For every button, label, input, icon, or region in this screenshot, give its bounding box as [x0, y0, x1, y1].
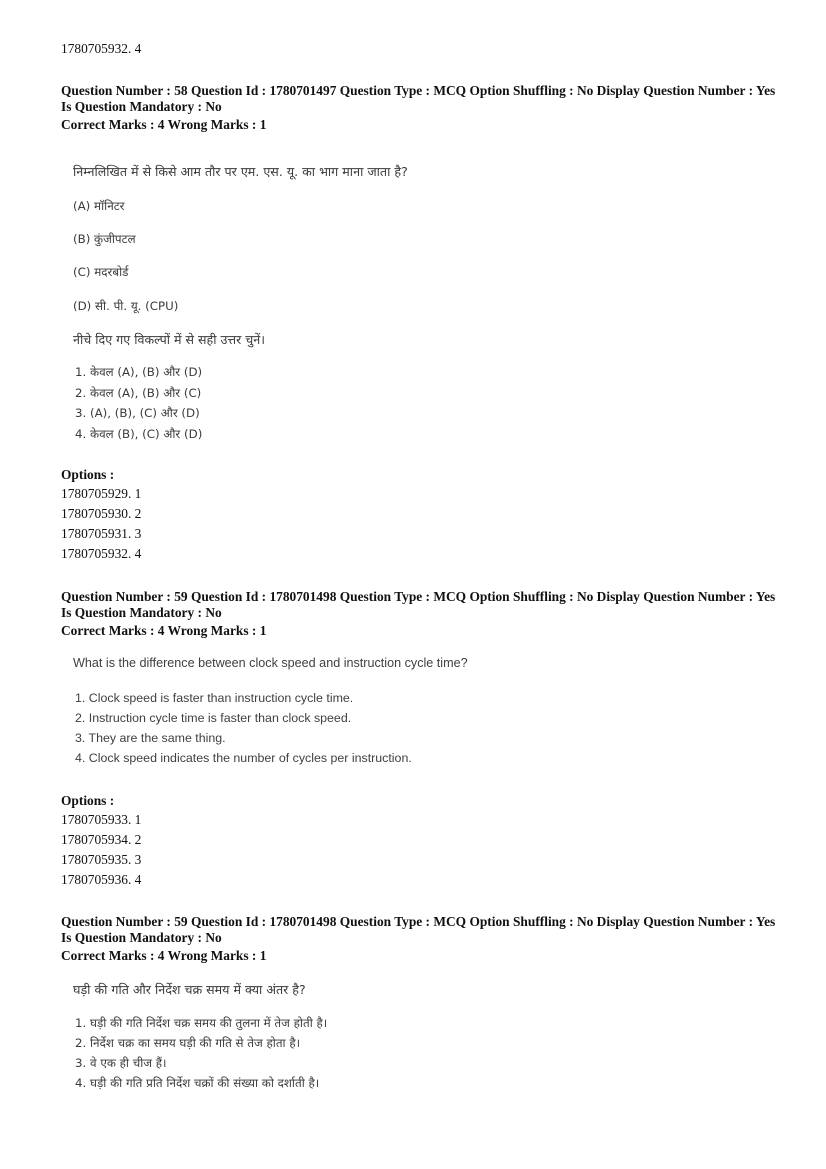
- question-header: Question Number : 59 Question Id : 1780701498 Question Type : MCQ Option Shuffling : No Display Question Number : Yes: [61, 914, 776, 929]
- answer-choice: 4. केवल (B), (C) और (D): [75, 427, 203, 441]
- option-id: 1780705936. 4: [61, 872, 142, 887]
- options-label: Options :: [61, 467, 115, 482]
- answer-choice: 2. Instruction cycle time is faster than clock speed.: [75, 711, 352, 725]
- answer-choice: 4. घड़ी की गति प्रति निर्देश चक्रों की संख्या को दर्शाती है।: [75, 1076, 320, 1090]
- option-id: 1780705930. 2: [61, 506, 142, 521]
- answer-choice: 2. केवल (A), (B) और (C): [75, 386, 202, 400]
- statement-item: (D) सी. पी. यू. (CPU): [73, 299, 179, 313]
- mandatory-line: Is Question Mandatory : No: [61, 605, 222, 620]
- options-label: Options :: [61, 793, 115, 808]
- question-header: Question Number : 59 Question Id : 1780701498 Question Type : MCQ Option Shuffling : No Display Question Number : Yes: [61, 589, 776, 604]
- question-text: घड़ी की गति और निर्देश चक्र समय में क्या अंतर है?: [73, 982, 306, 997]
- answer-choice: 2. निर्देश चक्र का समय घड़ी की गति से तेज होता है।: [75, 1036, 301, 1050]
- statement-item: (B) कुंजीपटल: [73, 232, 136, 246]
- option-id: 1780705933. 1: [61, 812, 142, 827]
- marks-line: Correct Marks : 4 Wrong Marks : 1: [61, 623, 267, 638]
- mandatory-line: Is Question Mandatory : No: [61, 99, 222, 114]
- option-id: 1780705931. 3: [61, 526, 142, 541]
- option-id: 1780705929. 1: [61, 486, 142, 501]
- answer-choice: 3. They are the same thing.: [75, 731, 226, 745]
- answer-choice: 1. Clock speed is faster than instruction cycle time.: [75, 691, 354, 705]
- instruction-text: नीचे दिए गए विकल्पों में से सही उत्तर चुनें।: [73, 332, 266, 347]
- answer-choice: 1. केवल (A), (B) और (D): [75, 365, 203, 379]
- answer-choice: 1. घड़ी की गति निर्देश चक्र समय की तुलना में तेज होती है।: [75, 1016, 328, 1030]
- answer-choice: 3. वे एक ही चीज हैं।: [75, 1056, 167, 1070]
- option-id: 1780705935. 3: [61, 852, 142, 867]
- mandatory-line: Is Question Mandatory : No: [61, 930, 222, 945]
- marks-line: Correct Marks : 4 Wrong Marks : 1: [61, 117, 267, 132]
- option-id: 1780705934. 2: [61, 832, 142, 847]
- previous-option-line: 1780705932. 4: [61, 41, 142, 56]
- answer-choice: 4. Clock speed indicates the number of cycles per instruction.: [75, 751, 412, 765]
- option-id: 1780705932. 4: [61, 546, 142, 561]
- statement-item: (A) मॉनिटर: [73, 199, 125, 213]
- statement-item: (C) मदरबोर्ड: [73, 265, 129, 279]
- question-text: निम्नलिखित में से किसे आम तौर पर एम. एस. यू. का भाग माना जाता है?: [73, 164, 408, 179]
- question-header: Question Number : 58 Question Id : 1780701497 Question Type : MCQ Option Shuffling : No Display Question Number : Yes: [61, 83, 776, 98]
- question-text: What is the difference between clock speed and instruction cycle time?: [73, 656, 468, 670]
- answer-choice: 3. (A), (B), (C) और (D): [75, 406, 200, 420]
- marks-line: Correct Marks : 4 Wrong Marks : 1: [61, 948, 267, 963]
